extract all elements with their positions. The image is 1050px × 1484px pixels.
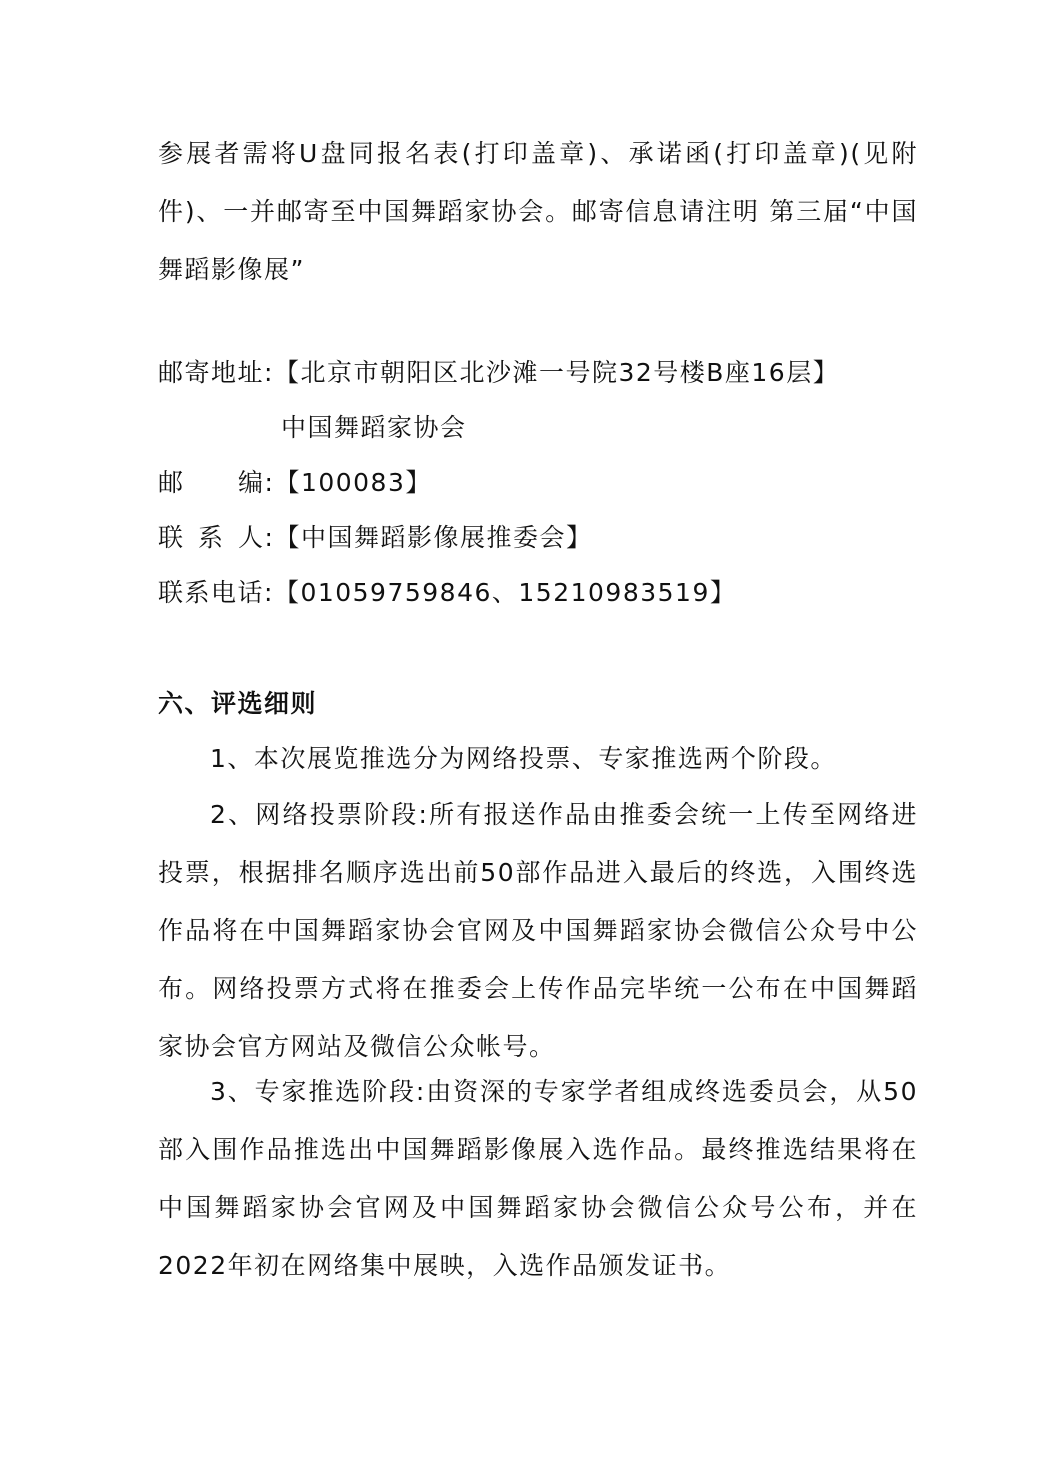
contact-label-third: 人: <box>238 523 275 552</box>
intro-paragraph: 参展者需将U盘同报名表(打印盖章)、承诺函(打印盖章)(见附件)、一并邮寄至中国舞蹈家协会。邮寄信息请注明 第三届“中国舞蹈影像展” <box>158 139 918 284</box>
postcode-line <box>158 467 432 499</box>
mailing-address-line <box>158 357 839 389</box>
postcode-label-second: 编: <box>238 468 275 497</box>
postcode-label-first: 邮 <box>158 468 185 497</box>
phone-line <box>158 577 736 609</box>
rule-item-3: 3、专家推选阶段:由资深的专家学者组成终选委员会，从50部入围作品推选出中国舞蹈影像展入选作品。最终推选结果将在中国舞蹈家协会官网及中国舞蹈家协会微信公众号公布，并在2022年初在网络集中展映，入选作品颁发证书。 <box>158 1077 918 1280</box>
mailing-recipient-line <box>281 412 467 444</box>
contact-label-second: 系 <box>198 523 225 552</box>
contact-label-first: 联 <box>158 523 185 552</box>
contact-line <box>158 522 592 554</box>
mailing-address-value: 【北京市朝阳区北沙滩一号院32号楼B座16层】 <box>273 358 840 387</box>
contact-value: 【中国舞蹈影像展推委会】 <box>274 523 593 552</box>
mailing-address-label: 邮寄地址: <box>158 358 274 387</box>
mailing-recipient: 中国舞蹈家协会 <box>281 413 467 442</box>
rule-item-2: 2、网络投票阶段:所有报送作品由推委会统一上传至网络进投票，根据排名顺序选出前50部作品进入最后的终选，入围终选作品将在中国舞蹈家协会官网及中国舞蹈家协会微信公众号中公布。网络投票方式将在推委会上传作品完毕统一公布在中国舞蹈家协会官方网站及微信公众帐号。 <box>158 800 918 1061</box>
postcode-value: 【100083】 <box>274 468 432 497</box>
section-heading: 六、评选细则 <box>158 689 318 718</box>
rule-item-1: 1、本次展览推选分为网络投票、专家推选两个阶段。 <box>210 744 837 773</box>
phone-value: 【01059759846、15210983519】 <box>273 578 737 607</box>
phone-label: 联系电话: <box>158 578 274 607</box>
